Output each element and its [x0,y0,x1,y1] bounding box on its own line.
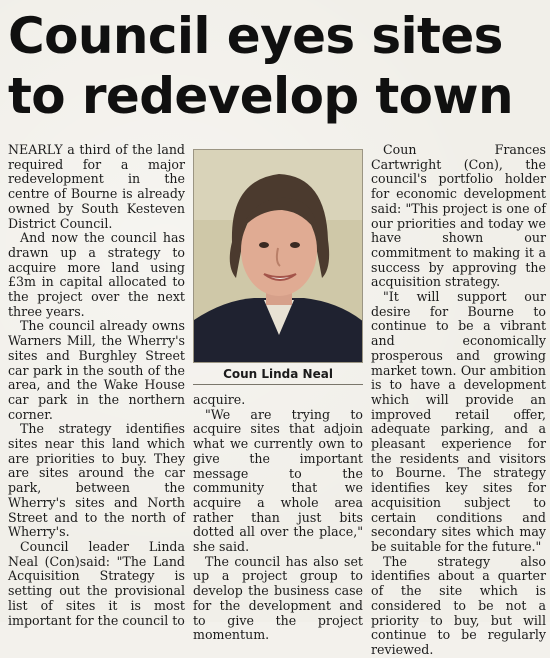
paragraph: The strategy identifies sites near this land which are priorities to buy. They are sites around the car park, between the Wherry's sites and North Street and to the north of Wherry's. [8,421,185,540]
headline [8,6,548,126]
article-column-1 [8,143,185,628]
paragraph: The council has also set up a project group to develop the business case for the development and to give the project momentum. [193,553,363,643]
paragraph: The strategy also identifies about a quarter of the site which is considered to be not a priority to buy, but will continue to be regularly reviewed. [371,553,546,657]
paragraph: The council already owns Warners Mill, the Wherry's sites and Burghley Street car park in the south of the area, and the Wake House car park in the northern corner. [8,318,185,422]
paragraph: "We are trying to acquire sites that adjoin what we currently own to give the important message to the community that we acquire a whole area rather than just bits dotted all over the place," she said. [193,406,363,555]
paragraph: Coun Frances Cartwright (Con), the council's portfolio holder for economic development said: "This project is one of our priorities and today we have shown our commitment to making it a success by approving the acquisition strategy. [371,142,546,290]
paragraph: "It will support our desire for Bourne to continue to be a vibrant and economically prosperous and growing market town. Our ambition is to have a development which will provide an improved retail offer, adequate parking, and a pleasant experience for the residents and visitors to Bourne. The strategy identifies key sites for acquisition subject to certain conditions and secondary sites which may be suitable for the future." [371,289,546,554]
paragraph: NEARLY a third of the land required for a major redevelopment in the centre of Bourne is already owned by South Kesteven District Council. [8,142,185,231]
portrait-image [194,150,363,363]
headline-line-1: Council eyes sites [8,7,503,65]
article-column-3 [371,143,546,658]
paragraph: Council leader Linda Neal (Con)said: "The Land Acquisition Strategy is setting out the provisional list of sites it is most important for the council to [8,538,185,628]
portrait-photo [193,149,363,363]
paragraph: acquire. [193,392,246,407]
article-column-2 [193,393,363,643]
paragraph: And now the council has drawn up a strategy to acquire more land using £3m in capital allocated to the project over the next three years. [8,230,185,319]
caption-divider [193,384,363,385]
photo-caption: Coun Linda Neal [223,367,333,381]
headline-line-2: to redevelop town [8,67,513,125]
